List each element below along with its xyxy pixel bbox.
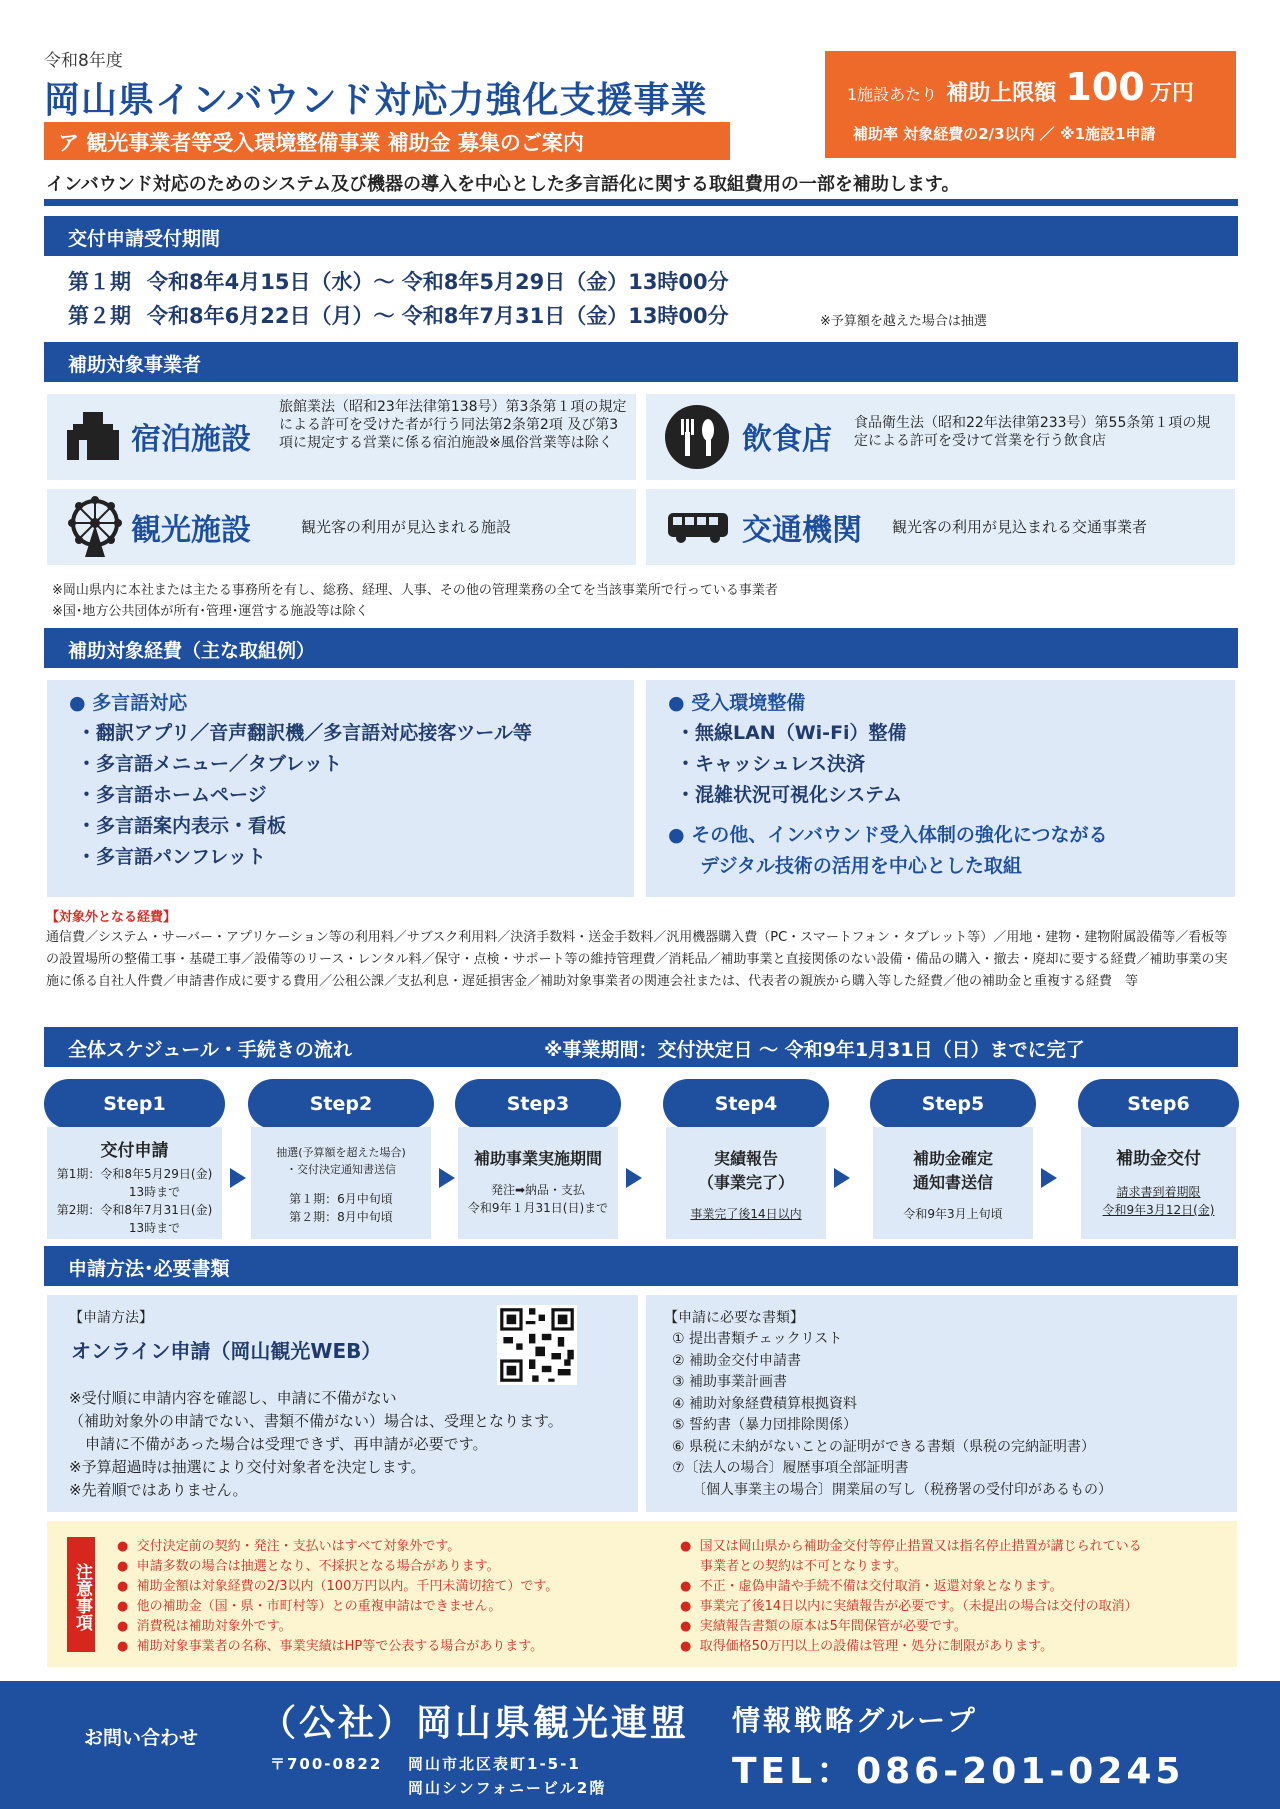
step-detail: ・交付決定通知書送信 [286,1162,396,1176]
list-item: ・多言語ホームページ [77,784,267,806]
caution-item: ● 他の補助金（国・県・市町村等）との重複申請はできません。 [117,1599,502,1614]
multilingual-title: ● 多言語対応 [69,692,188,714]
department: 情報戦略グループ [732,1704,978,1737]
step-title: 実績報告 [713,1149,778,1168]
step-3-label: Step3 [455,1079,621,1129]
bus-icon [666,511,730,545]
address-line-2: 岡山シンフォニービル2階 [408,1779,607,1797]
caution-item: ● 消費税は補助対象外です。 [117,1619,292,1634]
step-6-card [1081,1127,1236,1239]
doc-item: ⑥ 県税に未納がないことの証明ができる書類（県税の完納証明書） [672,1438,1095,1455]
limit-amount: 100 [1065,65,1145,109]
lodging-title: 宿泊施設 [131,422,251,457]
caution-item: 事業者との契約は不可となります。 [700,1559,907,1574]
ferris-wheel-icon [67,495,123,559]
subsidy-rate: 補助率 対象経費の2/3以内 ／ ※1施設1申請 [853,125,1156,143]
footer [0,1681,1280,1809]
method-note: （補助対象外の申請でない、書類不備がない）場合は、受理となります。 [69,1412,563,1430]
caution-right-list [680,1537,1142,1657]
phase1 [68,266,729,296]
period-heading: 交付申請受付期間 [44,216,1238,256]
caution-item: ● 取得価格50万円以上の設備は管理・処分に制限があります。 [680,1639,1054,1654]
schedule-title: 全体スケジュール・手続きの流れ [68,1039,352,1061]
step-detail: 令和9年１月31日(日)まで [467,1201,609,1215]
doc-item: 〔個人事業主の場合〕開業届の写し（税務署の受付印があるもの） [692,1481,1112,1498]
caution-item: ● 交付決定前の契約・発注・支払いはすべて対象外です。 [117,1539,461,1554]
doc-item: ⑦〔法人の場合〕履歴事項全部証明書 [672,1460,909,1476]
excluded-heading: 【対象外となる経費】 [46,910,177,925]
hotel-icon [65,410,121,462]
step-detail: （事業完了） [697,1173,794,1192]
list-item: ・多言語メニュー／タブレット [77,753,343,775]
postal-code: 〒700-0822 [270,1755,383,1773]
phase1-text: 令和8年4月15日（水）～ 令和8年5月29日（金）13時00分 [147,270,729,294]
step-arrow-icon [834,1168,850,1188]
step-detail: 第1期：令和8年5月29日(金) [56,1166,213,1181]
other-line2: デジタル技術の活用を中心とした取組 [700,855,1022,877]
doc-item: ① 提出書類チェックリスト [672,1331,843,1347]
step-5-card [873,1127,1033,1239]
phase2 [68,300,729,330]
lead-text: インバウンド対応のためのシステム及び機器の導入を中心とした多言語化に関する取組費用の一部を補助します。 [46,174,960,195]
application-method-panel [47,1295,638,1512]
step-detail: 13時まで [128,1220,181,1235]
list-item: ・キャッシュレス決済 [676,753,866,775]
step-1-card [47,1127,222,1239]
caution-box [47,1521,1237,1667]
transport-desc: 観光客の利用が見込まれる交通事業者 [892,518,1148,536]
caution-item: ● 実績報告書類の原本は5年間保管が必要です。 [680,1619,967,1634]
step-title: 抽選(予算額を超えた場合) [276,1146,406,1159]
step-title: 補助事業実施期間 [473,1149,602,1168]
multilingual-list [77,718,532,873]
eligible-card-transport [646,489,1235,565]
method-note: 申請に不備があった場合は受理できず、再申請が必要です。 [85,1435,488,1453]
step-arrow-icon [230,1168,246,1188]
docs-list [672,1329,1112,1501]
schedule-heading [44,1027,1238,1067]
step-4-label: Step4 [663,1079,829,1129]
step-detail: 第2期：令和8年7月31日(金) [56,1202,213,1217]
method-notes [69,1387,563,1502]
phase2-label: 第２期 [68,304,131,328]
limit-prefix: 1施設あたり [847,85,938,104]
page-title: 岡山県インバウンド対応力強化支援事業 [44,80,708,121]
caution-label: 注意事項 [67,1537,95,1652]
step-arrow-icon [626,1168,642,1188]
step-5-label: Step5 [870,1079,1036,1129]
method-note: ※先着順ではありません。 [69,1481,248,1499]
caution-item: ● 申請多数の場合は抽選となり、不採択となる場合があります。 [117,1559,500,1574]
step-title: 補助金確定 [912,1149,993,1168]
project-period-note: ※事業期間：交付決定日 ～ 令和9年1月31日（日）までに完了 [544,1039,1085,1061]
subtitle-banner: ア 観光事業者等受入環境整備事業 補助金 募集のご案内 [44,122,730,160]
step-3-card [458,1127,618,1239]
step-arrow-icon [439,1168,455,1188]
doc-item: ④ 補助対象経費積算根拠資料 [672,1395,858,1412]
method-label: 【申請方法】 [69,1310,153,1326]
step-1-label: Step1 [44,1079,225,1129]
tourism-title: 観光施設 [131,513,251,548]
doc-item: ⑤ 誓約書（暴力団排除関係） [672,1417,858,1433]
lottery-note: ※予算額を越えた場合は抽選 [820,314,987,329]
method-text: オンライン申請（岡山観光WEB） [71,1339,382,1363]
eligible-card-lodging [47,394,636,480]
step-detail: 請求書到着期限 [1116,1184,1201,1199]
list-item: ・多言語案内表示・看板 [77,815,287,837]
environment-list [676,718,907,811]
tourism-desc: 観光客の利用が見込まれる施設 [301,518,512,536]
step-arrow-icon [1041,1168,1057,1188]
step-4-card [666,1127,826,1239]
transport-title: 交通機関 [742,513,862,548]
eligible-card-tourism [47,489,636,565]
step-detail: 第２期：8月中旬頃 [289,1210,393,1224]
limit-label: 補助上限額 [946,81,1057,106]
doc-item: ③ 補助事業計画書 [672,1374,788,1390]
org-name: （公社）岡山県観光連盟 [260,1703,690,1744]
caution-item: ● 補助対象事業者の名称、事業実績はHP等で公表する場合があります。 [117,1639,544,1654]
list-item: ・無線LAN（Wi-Fi）整備 [676,722,907,744]
step-detail: 発注➡納品・支払 [490,1183,586,1197]
lodging-desc: 旅館業法（昭和23年法律第138号）第3条第１項の規定による許可を受けた者が行う同法第2条第2項 及び第3項に規定する営業に係る宿泊施設※風俗営業等は除く [279,399,627,452]
step-detail: 事業完了後14日以内 [690,1207,802,1221]
doc-item: ② 補助金交付申請書 [672,1352,802,1369]
phone-number[interactable]: TEL：086-201-0245 [732,1751,1185,1792]
caution-item: ● 不正・虚偽申請や手続不備は交付取消・返還対象となります。 [680,1579,1063,1594]
step-detail: 13時まで [128,1184,181,1199]
expenses-left-panel [47,680,634,897]
step-detail: 通知書送信 [912,1173,993,1192]
caution-item: ● 補助金額は対象経費の2/3以内（100万円以内。千円未満切捨て）です。 [117,1579,559,1594]
caution-item: ● 事業完了後14日以内に実績報告が必要です。（未提出の場合は交付の取消） [680,1599,1138,1614]
step-title: 補助金交付 [1116,1149,1201,1169]
step-title: 交付申請 [100,1141,169,1161]
fiscal-year: 令和8年度 [44,51,123,71]
eligible-heading: 補助対象事業者 [44,342,1238,382]
limit-unit: 万円 [1149,81,1194,106]
list-item: ・多言語パンフレット [77,846,267,868]
step-detail: 令和9年3月12日(金) [1102,1202,1215,1217]
phase1-label: 第１期 [68,270,131,294]
application-heading: 申請方法･必要書類 [44,1246,1238,1286]
expenses-right-panel [646,680,1235,897]
environment-title: ● 受入環境整備 [668,692,806,714]
contact-label: お問い合わせ [84,1727,199,1749]
subsidy-limit-box [825,51,1236,158]
method-note: ※受付順に申請内容を確認し、申請に不備がない [69,1389,397,1407]
restaurant-icon [664,404,730,470]
expenses-heading: 補助対象経費（主な取組例） [44,628,1238,668]
step-6-label: Step6 [1078,1079,1239,1129]
eligible-card-restaurant [646,394,1235,480]
step-2-label: Step2 [248,1079,434,1129]
qr-code-icon[interactable] [497,1305,577,1385]
list-item: ・翻訳アプリ／音声翻訳機／多言語対応接客ツール等 [77,722,532,744]
list-item: ・混雑状況可視化システム [676,784,903,806]
caution-left-list [117,1537,558,1657]
restaurant-desc: 食品衛生法（昭和22年法律第233号）第55条第１項の規定による許可を受けて営業を行う飲食店 [854,415,1211,450]
other-title: ● その他、インバウンド受入体制の強化につながる [668,824,1108,846]
eligible-note-1: ※岡山県内に本社または主たる事務所を有し、総務、経理、人事、その他の管理業務の全てを当該事業所で行っている事業者 [52,583,778,598]
docs-label: 【申請に必要な書類】 [664,1310,804,1326]
step-2-card [251,1127,431,1239]
step-detail: 第１期：6月中旬頃 [289,1192,393,1206]
required-docs-panel [646,1295,1237,1512]
caution-item: ● 国又は岡山県から補助金交付等停止措置又は指名停止措置が講じられている [680,1539,1142,1554]
eligible-note-2: ※国･地方公共団体が所有･管理･運営する施設等は除く [52,604,369,619]
step-detail: 令和9年3月上旬頃 [903,1207,1003,1221]
address-line-1: 岡山市北区表町1-5-1 [408,1755,581,1773]
phase2-text: 令和8年6月22日（月）～ 令和8年7月31日（金）13時00分 [147,304,729,328]
excluded-text: 通信費／システム・サーバー・アプリケーション等の利用料／サブスク利用料／決済手数料・送金手数料／汎用機器購入費（PC・スマートフォン・タブレット等）／用地・建物・建物附属設備等／看板等の設置場所の整備工事・基礎工事／設備等のリース・レンタル料／保守・点検・サポート等の維持管理費／消耗品／補助事業と直接関係のない設備・備品の購入・撤去・廃却に要する経費／補助事業の実施に係る自社人件費／申請書作成に要する費用／公租公課／支払利息・遅延損害金／補助対象事業者の関連会社または、代表者の親族から購入等した経費／他の補助金と重複する経費 等 [46,930,1228,989]
method-note: ※予算超過時は抽選により交付対象者を決定します。 [69,1458,426,1476]
lead-divider [44,199,1238,206]
restaurant-title: 飲食店 [742,422,832,457]
